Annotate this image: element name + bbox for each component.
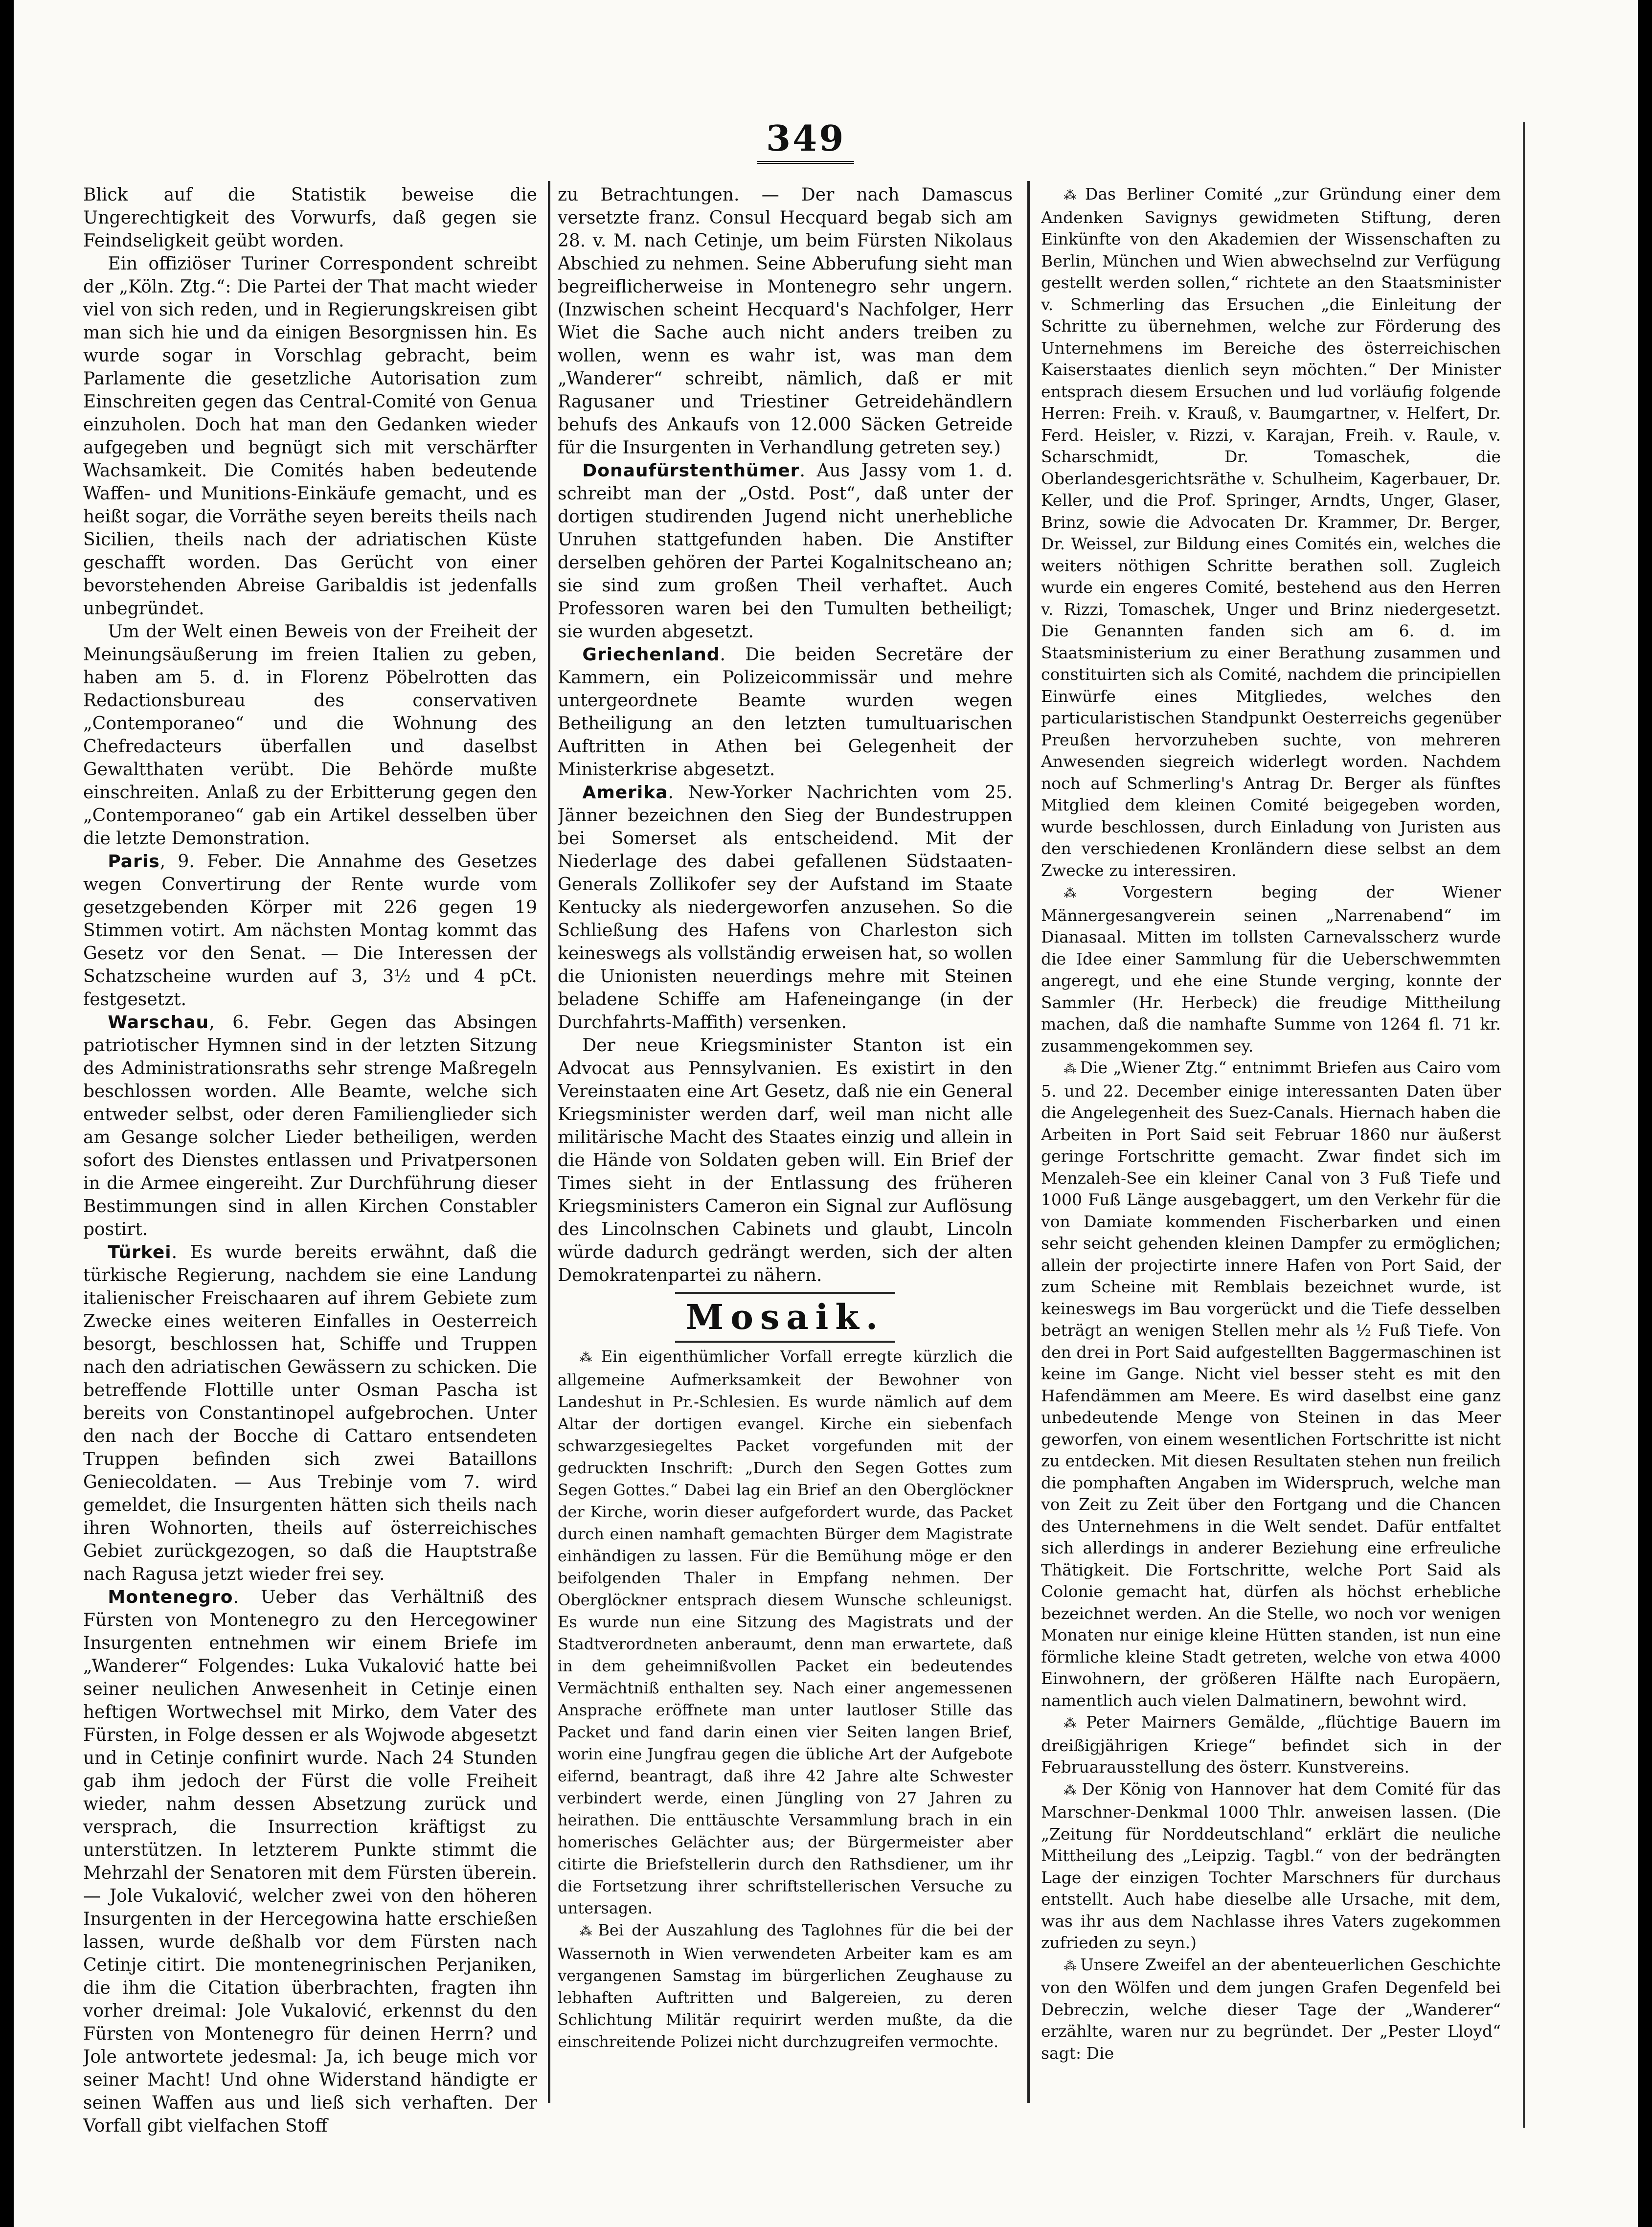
dateline-heading: Türkei [108, 1242, 172, 1262]
article-text: Unsere Zweifel an der abenteuerlichen Geschichte von den Wölfen und dem jungen Grafen Degenfeld bei Debreczin, welche dieser Tage der „Wanderer“ erzählte, waren nur zu begründet. Der „Pester Lloyd“ sagt: Die [1041, 1955, 1501, 2063]
article-text: , 6. Febr. Gegen das Absingen patriotischer Hymnen sind in der letzten Sitzung des Administrationsraths sehr strenge Maßregeln beschlossen worden. Alle Beamte, welche sich entweder selbst, oder deren Familienglieder sich am Gesange solcher Lieder betheiligen, werden sofort des Dienstes entlassen und Privatpersonen in die Armee eingereiht. Zur Durchführung dieser Bestimmungen sind in allen Kirchen Constabler postirt. [83, 1012, 537, 1239]
article-paragraph [558, 1919, 1013, 2053]
article-text: Der neue Kriegsminister Stanton ist ein Advocat aus Pennsylvanien. Es existirt in den Vereinstaaten eine Art Gesetz, daß nie ein General Kriegsminister werden darf, weil man nicht alle militärische Macht des Staates einzig und allein in die Hände von Soldaten geben will. Ein Brief der Times sieht in der Entlassung des früheren Kriegsministers Cameron ein Signal zur Auflösung des Lincolnschen Cabinets und glaubt, Lincoln würde dadurch gedrängt werden, sich der alten Demokratenpartei zu nähern. [558, 1035, 1013, 1285]
article-paragraph [558, 1034, 1013, 1287]
article-paragraph [558, 1346, 1013, 1919]
asterism-icon: ⁂ [1064, 1716, 1083, 1731]
dateline-heading: Paris [108, 852, 160, 872]
page-edge-rule [1523, 122, 1525, 2128]
asterism-icon: ⁂ [1064, 886, 1120, 901]
article-paragraph [83, 183, 537, 252]
article-text: . Aus Jassy vom 1. d. schreibt man der „Ostd. Post“, daß unter der dortigen studirenden Jugend nicht unerhebliche Unruhen stattgefunden haben. Die Anstifter derselben gehören der Partei Kogalnitscheano an; sie sind zum großen Theil verhaftet. Auch Professoren waren bei den Tumulten betheiligt; sie wurden abgesetzt. [558, 461, 1013, 642]
asterism-icon: ⁂ [1064, 1782, 1079, 1798]
article-paragraph [558, 183, 1013, 459]
article-text: Um der Welt einen Beweis von der Freiheit der Meinungsäußerung im freien Italien zu geben, haben am 5. d. in Florenz Pöbelrotten das Redactionsbureau des conservativen „Contemporaneo“ und die Wohnung des Chefredacteurs überfallen und daselbst Gewaltthaten verübt. Die Behörde mußte einschreiten. Anlaß zu der Erbitterung gegen den „Contemporaneo“ gab ein Artikel desselben über die letzte Demonstration. [83, 622, 537, 849]
asterism-icon: ⁂ [1064, 1061, 1077, 1077]
article-paragraph [83, 850, 537, 1011]
newspaper-page [14, 0, 1638, 2227]
article-text: Peter Mairners Gemälde, „flüchtige Bauern im dreißigjährigen Kriege“ befindet sich in der Februarausstellung des österr. Kunstvereins. [1041, 1712, 1501, 1777]
article-paragraph [83, 620, 537, 850]
asterism-icon: ⁂ [579, 1924, 595, 1939]
column-rule-right [1027, 181, 1030, 2103]
article-text: Ein eigenthümlicher Vorfall erregte kürzlich die allgemeine Aufmerksamkeit der Bewohner von Landeshut in Pr.-Schlesien. Es wurde nämlich auf dem Altar der dortigen evangel. Kirche ein siebenfach schwarzgesiegeltes Packet vorgefunden mit der gedruckten Inschrift: „Durch den Segen Gottes zum Segen Gottes.“ Dabei lag ein Brief an den Oberglöckner der Kirche, worin dieser aufgefordert wurde, das Packet durch einen namhaft gemachten Bürger dem Magistrate einhändigen zu lassen. Für die Bemühung möge er den beifolgenden Thaler in Empfang nehmen. Der Oberglöckner entsprach diesem Wunsche schleunigst. Es wurde nun eine Sitzung des Magistrats und der Stadtverordneten anberaumt, denn man erwartete, daß in dem geheimnißvollen Packet ein bedeutendes Vermächtniß enthalten sey. Nach einer angemessenen Ansprache eröffnete man unter lautloser Stille das Packet und fand darin einen vier Seiten langen Brief, worin eine Jungfrau gegen die übliche Art der Aufgebote eifernd, beantragt, daß ihre 42 Jahre alte Schwester verbindert werde, einen Jüngling von 27 Jahren zu heirathen. Die enttäuschte Versammlung brach in ein homerisches Gelächter aus; der Bürgermeister aber citirte die Briefstellerin durch den Rathsdiener, um ihr die Fortsetzung ihrer schriftstellerischen Versuche zu untersagen. [558, 1347, 1013, 1917]
article-paragraph [1041, 183, 1501, 881]
article-text: . Die beiden Secretäre der Kammern, ein Polizeicommissär und mehre untergeordnete Beamte wurden wegen Betheiligung an den letzten tumultuarischen Auftritten in Athen bei Gelegenheit der Ministerkrise abgesetzt. [558, 645, 1013, 780]
dateline-heading: Montenegro [108, 1587, 233, 1607]
dateline-heading: Warschau [108, 1012, 209, 1033]
article-paragraph [1041, 1954, 1501, 2065]
page-number: 349 [757, 117, 854, 164]
article-text: . Ueber das Verhältniß des Fürsten von Montenegro zu den Hercegowiner Insurgenten entnehmen wir einem Briefe im „Wanderer“ Folgendes: Luka Vukalović hatte bei seiner neulichen Anwesenheit in Cetinje einen heftigen Wortwechsel mit Mirko, dem Vater des Fürsten, in Folge dessen er als Wojwode abgesetzt und in Cetinje confinirt wurde. Nach 24 Stunden gab ihm jedoch der Fürst die volle Freiheit wieder, nahm dessen Absetzung zurück und versprach, die Insurrection kräftigst zu unterstützen. In letzterem Punkte stimmt die Mehrzahl der Senatoren mit dem Fürsten überein. — Jole Vukalović, welcher zwei von den höheren Insurgenten in der Hercegowina hatte erschießen lassen, wurde deßhalb vor dem Fürsten nach Cetinje citirt. Die montenegrinischen Perjaniken, die ihm die Citation überbrachten, fragten ihn vorher dreimal: Jole Vukalović, erkennst du den Fürsten von Montenegro für deinen Herrn? und Jole antwortete jedesmal: Ja, ich beuge mich vor seiner Macht! Und ohne Widerstand händigte er seinen Waffen aus und ließ sich verhaften. Der Vorfall gibt vielfachen Stoff [83, 1587, 537, 2136]
article-text: zu Betrachtungen. — Der nach Damascus versetzte franz. Consul Hecquard begab sich am 28. v. M. nach Cetinje, um beim Fürsten Nikolaus Abschied zu nehmen. Seine Abberufung sieht man begreiflicherweise in Montenegro sehr ungern. (Inzwischen scheint Hecquard's Nachfolger, Herr Wiet die Sache auch nicht anders treiben zu wollen, wenn es wahr ist, was man dem „Wanderer“ schreibt, nämlich, daß er mit Ragusaner und Triestiner Getreidehändlern behufs des Ankaufs von 12.000 Säcken Getreide für die Insurgenten in Verhandlung getreten sey.) [558, 185, 1013, 458]
article-paragraph [83, 1241, 537, 1586]
article-paragraph [1041, 1778, 1501, 1954]
article-paragraph [558, 781, 1013, 1034]
article-text: , 9. Feber. Die Annahme des Gesetzes wegen Convertirung der Rente wurde vom gesetzgebenden Körper mit 226 gegen 19 Stimmen votirt. Am nächsten Montag kommt das Gesetz vor den Senat. — Die Interessen der Schatzscheine wurden auf 3, 3½ und 4 pCt. festgesetzt. [83, 852, 537, 1010]
article-text: Das Berliner Comité „zur Gründung einer dem Andenken Savignys gewidmeten Stiftung, deren Einkünfte von den Akademien der Wissenschaften zu Berlin, München und Wien abwechselnd zur Verfügung gestellt werden sollen,“ richtete an den Staatsminister v. Schmerling das Ersuchen „die Einleitung der Schritte zu übernehmen, welche zur Förderung des Unternehmens im Bereiche des österreichischen Kaiserstaates dienlich seyn möchten.“ Der Minister entsprach diesem Ersuchen und lud vorläufig folgende Herren: Freih. v. Krauß, v. Baumgartner, v. Helfert, Dr. Ferd. Heisler, v. Rizzi, v. Karajan, Freih. v. Raule, v. Scharschmidt, Dr. Tomaschek, die Oberlandesgerichtsräthe v. Schulheim, Kagerbauer, Dr. Keller, und die Prof. Springer, Arndts, Unger, Glaser, Brinz, sowie die Advocaten Dr. Krammer, Dr. Berger, Dr. Weissel, zur Bildung eines Comités ein, welches die weiters nöthigen Schritte berathen soll. Zugleich wurde ein engeres Comité, bestehend aus den Herren v. Rizzi, Tomaschek, Unger und Brinz niedergesetzt. Die Genannten fanden sich am 6. d. im Staatsministerium zu einer Berathung zusammen und constituirten sich als Comité, nachdem die principiellen Einwürfe eines Mitgliedes, welches den particularistischen Standpunkt Oesterreichs gegenüber Preußen hervorzuheben suchte, von mehreren Anwesenden siegreich widerlegt worden. Nachdem noch auf Schmerling's Antrag Dr. Berger als fünftes Mitglied dem kleinen Comité beigegeben worden, wurde beschlossen, durch Einladung von Juristen aus den verschiedenen Kronländern diese selbst an dem Zwecke zu interessiren. [1041, 184, 1501, 880]
news-section [558, 183, 1013, 1287]
article-text: . New-Yorker Nachrichten vom 25. Jänner bezeichnen den Sieg der Bundestruppen bei Somerset als entscheidend. Mit der Niederlage des dabei gefallenen Südstaaten-Generals Zollikofer sey der Aufstand im Staate Kentucky als niedergeworfen anzusehen. So die Schließung des Hafens von Charleston sich keineswegs als vollständig erweisen hat, so wollen die Unionisten neuerdings mehre mit Steinen beladene Schiffe am Hafeneingange (in der Durchfahrts-Maffith) versenken. [558, 783, 1013, 1033]
article-paragraph [83, 1011, 537, 1241]
article-text: Vorgestern beging der Wiener Männergesangverein seinen „Narrenabend“ im Dianasaal. Mitten im tollsten Carnevalsscherz wurde die Idee einer Sammlung für die Ueberschwemmten angeregt, und ehe eine Stunde verging, konnte der Sammler (Hr. Herbeck) die freudige Mittheilung machen, daß die namhafte Summe von 1264 fl. 71 kr. zusammengekommen sey. [1041, 882, 1501, 1056]
article-paragraph [558, 459, 1013, 643]
article-text: Blick auf die Statistik beweise die Ungerechtigkeit des Vorwurfs, daß gegen sie Feindseligkeit geübt worden. [83, 185, 537, 251]
article-paragraph [1041, 1711, 1501, 1778]
asterism-icon: ⁂ [579, 1350, 598, 1365]
asterism-icon: ⁂ [1064, 188, 1082, 203]
column-right [1041, 183, 1501, 2169]
article-paragraph [1041, 1057, 1501, 1711]
dateline-heading: Griechenland [582, 645, 720, 665]
article-paragraph [558, 643, 1013, 781]
article-text: . Es wurde bereits erwähnt, daß die türkische Regierung, nachdem sie eine Landung italienischer Freischaaren auf ihrem Gebiete zum Zwecke eines weiteren Einfalles in Oesterreich besorgt, beschlossen hat, Schiffe und Truppen nach den adriatischen Gewässern zu schicken. Die betreffende Flottille unter Osman Pascha ist bereits von Constantinopel aufgebrochen. Unter den nach der Bocche di Cattaro entsendeten Truppen befinden sich zwei Bataillons Genieсoldaten. — Aus Trebinje vom 7. wird gemeldet, die Insurgenten hätten sich theils nach ihren Wohnorten, theils auf österreichisches Gebiet zurückgezogen, so daß die Hauptstraße nach Ragusa jetzt wieder frei sey. [83, 1242, 537, 1584]
article-text: Ein offiziöser Turiner Correspondent schreibt der „Köln. Ztg.“: Die Partei der That macht wieder viel von sich reden, und in Regierungskreisen gibt man sich hie und da einigen Besorgnissen hin. Es wurde sogar in Vorschlag gebracht, beim Parlamente die gesetzliche Autorisation zum Einschreiten gegen das Central-Comité von Genua einzuholen. Doch hat man den Gedanken wieder aufgegeben und begnügt sich mit verschärfter Wachsamkeit. Die Comités haben bedeutende Waffen- und Munitions-Einkäufe gemacht, und es heißt sogar, die Vorräthe seyen bereits theils nach Sicilien, theils nach der adriatischen Küste geschafft worden. Das Gerücht von einer bevorstehenden Abreise Garibaldis ist jedenfalls unbegründet. [83, 254, 537, 619]
article-paragraph [1041, 881, 1501, 1057]
column-rule-left [548, 181, 550, 2103]
mosaik-section [558, 1346, 1013, 2053]
article-paragraph [83, 252, 537, 620]
section-title-mosaik: Mosaik. [558, 1292, 1013, 1343]
dateline-heading: Donaufürstenthümer [582, 461, 800, 481]
article-text: Die „Wiener Ztg.“ entnimmt Briefen aus Cairo vom 5. und 22. December einige interessanten Daten über die Angelegenheit des Suez-Canals. Hiernach haben die Arbeiten in Port Said seit Februar 1860 nur äußerst geringe Fortschritte gemacht. Zwar findet sich im Menzaleh-See ein kleiner Canal von 3 Fuß Tiefe und 1000 Fuß Länge ausgebaggert, um den Verkehr für die von Damiate kommenden Fischerbarken und einen sehr seicht gehenden kleinen Dampfer zu ermöglichen; allein der projectirte innere Hafen von Port Said, der zum Scheine mit Remblais bezeichnet wurde, ist keineswegs im Bau vorgerückt und die Tiefe desselben beträgt an wenigen Stellen mehr als ½ Fuß Tiefe. Von den drei in Port Said aufgestellten Baggermaschinen ist keine im Gange. Nicht viel besser steht es mit den Hafendämmen am Meere. Es wird daselbst eine ganz unbedeutende Menge von Steinen in das Meer geworfen, von einem wesentlichen Fortschritte ist nicht zu entdecken. Mit diesen Resultaten stehen nun freilich die pomphaften Angaben im Widerspruch, welche man von Zeit zu Zeit über den Fortgang und die Chancen des Unternehmens in die Welt sendet. Dafür entfaltet sich allerdings in anderer Beziehung eine erfreuliche Thätigkeit. Die Fortschritte, welche Port Said als Colonie gemacht hat, dürfen als höchst erhebliche bezeichnet werden. An die Stelle, wo noch vor wenigen Monaten nur einige kleine Hütten standen, ist nun eine förmliche kleine Stadt getreten, welche von etwa 4000 Einwohnern, der größeren Hälfte nach Europäern, namentlich auch vielen Dalmatinern, bewohnt wird. [1041, 1058, 1501, 1710]
article-text: Der König von Hannover hat dem Comité für das Marschner-Denkmal 1000 Thlr. anweisen lassen. (Die „Zeitung für Norddeutschland“ erklärt die neuliche Mittheilung des „Leipzig. Tagbl.“ von der bedrängten Lage der einzigen Tochter Marschners für durchaus entstellt. Auch habe dieselbe alle Ursache, mit dem, was ihr aus dem Nachlasse ihres Vaters zugekommen zufrieden zu seyn.) [1041, 1779, 1501, 1952]
dateline-heading: Amerika [582, 783, 668, 803]
article-text: Bei der Auszahlung des Taglohnes für die bei der Wassernoth in Wien verwendeten Arbeiter kam es am vergangenen Samstag im bürgerlichen Zeughause zu lebhaften Auftritten und Balgereien, zu deren Schlichtung Militär requirirt werden mußte, da die einschreitende Polizei nicht durchzugreifen vermochte. [558, 1921, 1013, 2051]
column-left [83, 183, 537, 2169]
asterism-icon: ⁂ [1064, 1958, 1078, 1974]
column-middle [558, 183, 1013, 2169]
article-paragraph [83, 1586, 537, 2137]
